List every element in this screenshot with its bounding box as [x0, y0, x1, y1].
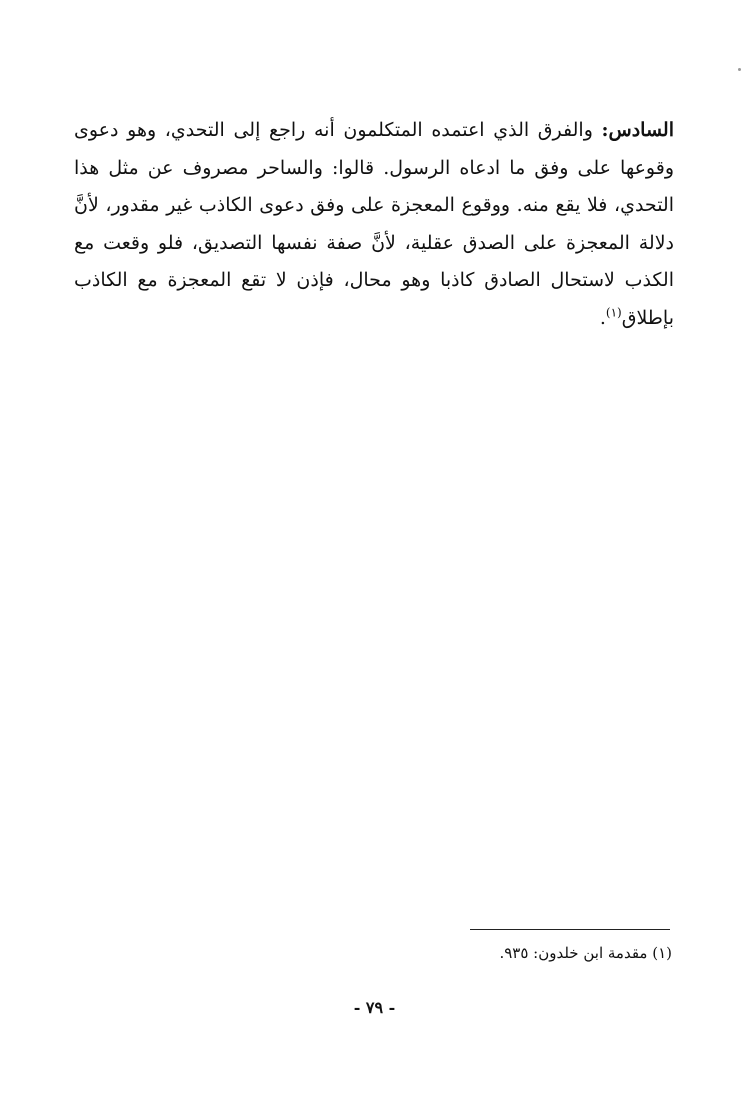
footnote-divider: [470, 929, 670, 930]
paragraph-end: .: [599, 306, 606, 329]
main-paragraph: [74, 112, 674, 337]
page-number: - ٧٩ -: [353, 998, 396, 1017]
paragraph-text: والفرق الذي اعتمده المتكلمون أنه راجع إلى التحدي، وهو دعوى وقوعها على وفق ما ادعاه الرسول. قالوا: والساحر مصروف عن مثل هذا التحدي، فلا يقع منه. ووقوع المعجزة على وفق دعوى الكاذب غير مقدور، لأنَّ دلالة المعجزة على الصدق عقلية، لأنَّ صفة نفسها التصديق، فلو وقعت مع الكذب لاستحال الصادق كاذبا وهو محال، فإذن لا تقع المعجزة مع الكاذب بإطلاق: [74, 119, 674, 329]
scan-dot: [738, 68, 741, 71]
paragraph-lead: السادس:: [601, 119, 674, 141]
footnote-reference[interactable]: (١): [605, 305, 622, 320]
footnote: (١) مقدمة ابن خلدون: ٩٣٥.: [499, 944, 672, 962]
